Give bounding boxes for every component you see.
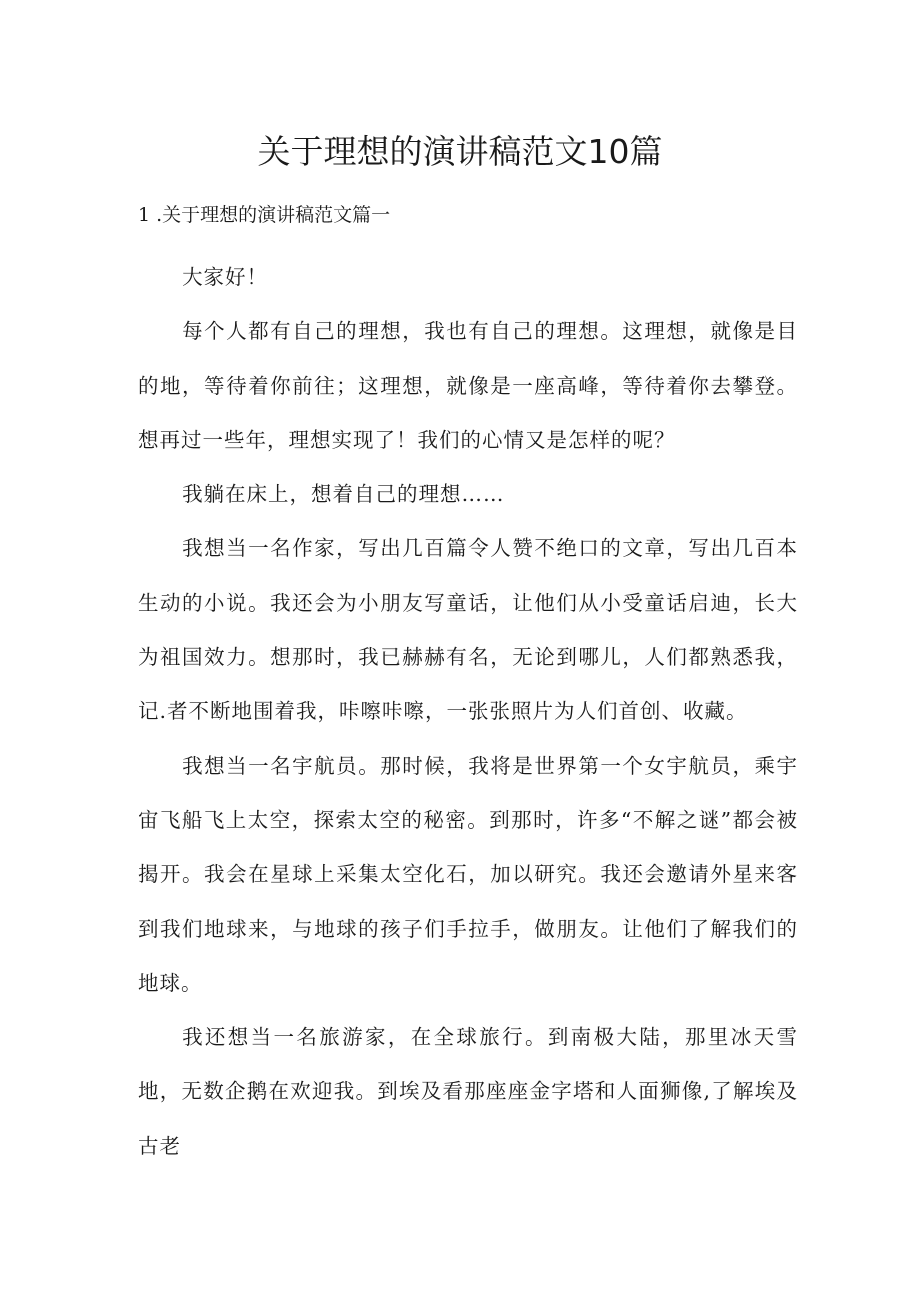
paragraph-intro: 每个人都有自己的理想，我也有自己的理想。这理想，就像是目的地，等待着你前往；这理想，就像是一座高峰，等待着你去攀登。想再过一些年，理想实现了！我们的心情又是怎样的呢？ xyxy=(138,319,798,452)
document-body xyxy=(138,250,798,1173)
paragraph-traveler-dream: 我还想当一名旅游家，在全球旅行。到南极大陆，那里冰天雪地，无数企鹅在欢迎我。到埃及看那座座金字塔和人面狮像,了解埃及古老 xyxy=(138,1025,798,1158)
document-title: 关于理想的演讲稿范文10篇 xyxy=(257,132,663,171)
section-heading: 1 .关于理想的演讲稿范文篇一 xyxy=(138,204,391,226)
paragraph-lying-in-bed: 我躺在床上，想着自己的理想…… xyxy=(182,482,505,507)
paragraph-astronaut-dream: 我想当一名宇航员。那时候，我将是世界第一个女宇航员，乘宇宙飞船飞上太空，探索太空的秘密。到那时，许多“不解之谜”都会被揭开。我会在星球上采集太空化石，加以研究。我还会邀请外星来客到我们地球来，与地球的孩子们手拉手，做朋友。让他们了解我们的地球。 xyxy=(138,753,798,995)
paragraph-writer-dream: 我想当一名作家，写出几百篇令人赞不绝口的文章，写出几百本生动的小说。我还会为小朋友写童话，让他们从小受童话启迪，长大为祖国效力。想那时，我已赫赫有名，无论到哪儿，人们都熟悉我，记.者不断地围着我，咔嚓咔嚓，一张张照片为人们首创、收藏。 xyxy=(138,536,798,724)
paragraph-greeting: 大家好！ xyxy=(182,265,269,289)
